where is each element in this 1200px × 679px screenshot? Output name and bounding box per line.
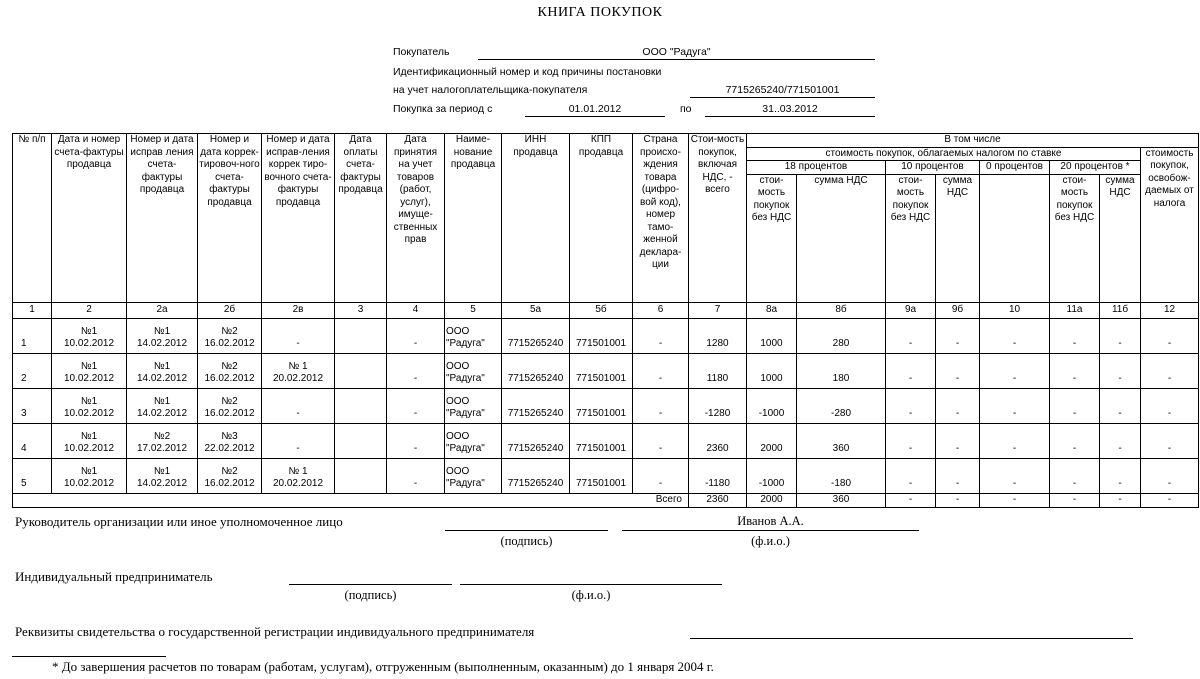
cell-c5b: 771501001 (570, 458, 633, 493)
column-number: 1 (13, 302, 52, 318)
cell-c2: №1 10.02.2012 (52, 423, 127, 458)
inn-value: 7715265240/771501001 (690, 83, 875, 98)
ip-sign-caption: (подпись) (344, 588, 397, 602)
cell-c8a: -1000 (747, 388, 797, 423)
column-number: 2 (52, 302, 127, 318)
cell-c9a: - (886, 388, 936, 423)
head-fio-caption: (ф.и.о.) (751, 534, 790, 548)
cell-c12: - (1141, 388, 1199, 423)
registration-line (690, 638, 1133, 639)
col-header-5b: КПП продавца (570, 134, 633, 303)
head-name: Иванов А.А. (737, 514, 804, 528)
cell-c2v: № 1 20.02.2012 (262, 458, 335, 493)
cell-c12: - (1141, 458, 1199, 493)
cell-c12: - (1141, 353, 1199, 388)
cell-c5b: 771501001 (570, 353, 633, 388)
table-row (13, 388, 1199, 423)
cell-c11b: - (1100, 458, 1141, 493)
cell-c6: - (633, 353, 689, 388)
cell-c2b: №3 22.02.2012 (198, 423, 262, 458)
cell-c4: - (387, 318, 445, 353)
column-number: 5а (502, 302, 570, 318)
total-c11a: - (1050, 493, 1100, 507)
cell-c7: 2360 (689, 423, 747, 458)
cell-c8a: -1000 (747, 458, 797, 493)
cell-c10: - (980, 458, 1050, 493)
column-number: 5 (445, 302, 502, 318)
total-c9b: - (936, 493, 980, 507)
col-header-11b: сумма НДС (1100, 174, 1141, 302)
cell-c11a: - (1050, 458, 1100, 493)
column-number: 2в (262, 302, 335, 318)
period-from: 01.01.2012 (525, 102, 665, 117)
cell-c3 (335, 353, 387, 388)
cell-c10: - (980, 423, 1050, 458)
cell-c11a: - (1050, 318, 1100, 353)
cell-c8b: 180 (797, 353, 886, 388)
column-number: 9б (936, 302, 980, 318)
cell-c2b: №2 16.02.2012 (198, 458, 262, 493)
cell-c8b: -280 (797, 388, 886, 423)
ip-fio-caption: (ф.и.о.) (571, 588, 611, 602)
cell-c9b: - (936, 423, 980, 458)
cell-c3 (335, 388, 387, 423)
cell-c4: - (387, 423, 445, 458)
column-number: 2а (127, 302, 198, 318)
col-header-11a: стои-мость покупок без НДС (1050, 174, 1100, 302)
cell-c9b: - (936, 458, 980, 493)
cell-c6: - (633, 318, 689, 353)
cell-c9a: - (886, 318, 936, 353)
cell-c12: - (1141, 318, 1199, 353)
col-header-5: Наиме-нование продавца (445, 134, 502, 303)
registration-label: Реквизиты свидетельства о государственной регистрации индивидуального предпринимателя (15, 624, 535, 639)
cell-c2a: №1 14.02.2012 (127, 353, 198, 388)
col-header-2a: Номер и дата исправ ления счета-фактуры продавца (127, 134, 198, 303)
col-header-2b: Номер и дата коррек-тировоч-ного счета-фактуры продавца (198, 134, 262, 303)
head-sign-caption: (подпись) (500, 534, 553, 548)
cell-c7: -1280 (689, 388, 747, 423)
cell-c2a: №1 14.02.2012 (127, 318, 198, 353)
col-header-8a: стои-мость покупок без НДС (747, 174, 797, 302)
cell-c5b: 771501001 (570, 388, 633, 423)
cell-c11b: - (1100, 388, 1141, 423)
cell-c5: ООО "Радуга" (445, 353, 502, 388)
column-number: 8б (797, 302, 886, 318)
cell-c4: - (387, 388, 445, 423)
cell-c2: №1 10.02.2012 (52, 388, 127, 423)
cell-c5a: 7715265240 (502, 318, 570, 353)
header-row (13, 134, 1199, 148)
total-c9a: - (886, 493, 936, 507)
col-header-10: 10 процентов (886, 161, 980, 175)
cell-c2v: - (262, 423, 335, 458)
cell-c8a: 1000 (747, 353, 797, 388)
head-name-line (622, 530, 919, 531)
total-c12: - (1141, 493, 1199, 507)
table-body (13, 318, 1199, 493)
cell-c5b: 771501001 (570, 318, 633, 353)
column-number: 11б (1100, 302, 1141, 318)
column-number: 4 (387, 302, 445, 318)
cell-c5: ООО "Радуга" (445, 388, 502, 423)
ip-name-line (460, 584, 722, 585)
footnote-separator (12, 656, 166, 657)
buyer-value: ООО "Радуга" (478, 45, 875, 60)
cell-c11a: - (1050, 423, 1100, 458)
cell-c2b: №2 16.02.2012 (198, 388, 262, 423)
cell-n: 4 (13, 423, 52, 458)
total-c7: 2360 (689, 493, 747, 507)
cell-c2: №1 10.02.2012 (52, 458, 127, 493)
cell-c10: - (980, 388, 1050, 423)
col-header-10-empty (980, 174, 1050, 302)
cell-c2v: - (262, 318, 335, 353)
cell-c7: -1180 (689, 458, 747, 493)
col-header-8b: сумма НДС (797, 174, 886, 302)
cell-c9a: - (886, 353, 936, 388)
period-label: Покупка за период с (393, 103, 493, 115)
table-row (13, 458, 1199, 493)
cell-c8b: 360 (797, 423, 886, 458)
head-signature-line (445, 530, 608, 531)
cell-c2a: №1 14.02.2012 (127, 388, 198, 423)
cell-c3 (335, 458, 387, 493)
column-number: 5б (570, 302, 633, 318)
col-header-2v: Номер и дата исправ-ления коррек тиро-вочного счета-фактуры продавца (262, 134, 335, 303)
cell-c2b: №2 16.02.2012 (198, 318, 262, 353)
ip-signature-line (289, 584, 452, 585)
ip-signature-label: Индивидуальный предприниматель (15, 569, 213, 584)
period-to: 31..03.2012 (705, 102, 875, 117)
cell-n: 5 (13, 458, 52, 493)
col-header-6: Страна происхо-ждения товара (цифро-вой код), номер тамо-женной деклара-ции (633, 134, 689, 303)
column-number: 10 (980, 302, 1050, 318)
cell-c5: ООО "Радуга" (445, 318, 502, 353)
cell-n: 2 (13, 353, 52, 388)
cell-c11b: - (1100, 423, 1141, 458)
cell-c8b: 280 (797, 318, 886, 353)
column-number: 2б (198, 302, 262, 318)
cell-c11b: - (1100, 353, 1141, 388)
cell-n: 1 (13, 318, 52, 353)
col-header-9a: стои-мость покупок без НДС (886, 174, 936, 302)
cell-c11b: - (1100, 318, 1141, 353)
cell-c8a: 1000 (747, 318, 797, 353)
cell-c7: 1280 (689, 318, 747, 353)
cell-c5a: 7715265240 (502, 353, 570, 388)
cell-c6: - (633, 423, 689, 458)
cell-c6: - (633, 388, 689, 423)
column-number: 9а (886, 302, 936, 318)
total-c8b: 360 (797, 493, 886, 507)
cell-c7: 1180 (689, 353, 747, 388)
column-number: 3 (335, 302, 387, 318)
column-number: 6 (633, 302, 689, 318)
table-row (13, 423, 1199, 458)
total-c11b: - (1100, 493, 1141, 507)
col-header-1: № п/п (13, 134, 52, 303)
col-header-4: Дата принятия на учет товаров (работ, услуг), имуще-ственных прав (387, 134, 445, 303)
cell-c5a: 7715265240 (502, 423, 570, 458)
cell-c3 (335, 423, 387, 458)
cell-c5b: 771501001 (570, 423, 633, 458)
inn-label-line1: Идентификационный номер и код причины постановки (393, 66, 662, 78)
col-header-20: 20 процентов * (1050, 161, 1141, 175)
total-label: Всего (13, 493, 689, 507)
col-header-2: Дата и номер счета-фактуры продавца (52, 134, 127, 303)
col-header-5a: ИНН продавца (502, 134, 570, 303)
cell-c9b: - (936, 318, 980, 353)
column-number-row (13, 302, 1199, 318)
col-header-12: стоимость покупок, освобож-даемых от налога (1141, 147, 1199, 302)
cell-c4: - (387, 458, 445, 493)
buyer-label: Покупатель (393, 46, 450, 58)
inn-label-line2: на учет налогоплательщика-покупателя (393, 84, 588, 96)
table-row (13, 353, 1199, 388)
column-number: 12 (1141, 302, 1199, 318)
column-number: 8а (747, 302, 797, 318)
cell-c9b: - (936, 353, 980, 388)
cell-c2: №1 10.02.2012 (52, 353, 127, 388)
cell-c2a: №1 14.02.2012 (127, 458, 198, 493)
cell-c2v: - (262, 388, 335, 423)
total-c10: - (980, 493, 1050, 507)
cell-c10: - (980, 353, 1050, 388)
col-header-taxed: стоимость покупок, облагаемых налогом по ставке (747, 147, 1141, 161)
head-signature-label: Руководитель организации или иное уполномоченное лицо (15, 514, 343, 529)
total-c8a: 2000 (747, 493, 797, 507)
cell-c2a: №2 17.02.2012 (127, 423, 198, 458)
purchase-book-table (12, 133, 1199, 508)
cell-c6: - (633, 458, 689, 493)
cell-c4: - (387, 353, 445, 388)
col-header-18: 18 процентов (747, 161, 886, 175)
cell-c8a: 2000 (747, 423, 797, 458)
cell-c2: №1 10.02.2012 (52, 318, 127, 353)
table-row (13, 318, 1199, 353)
column-number: 11а (1050, 302, 1100, 318)
cell-c9a: - (886, 458, 936, 493)
cell-c5: ООО "Радуга" (445, 423, 502, 458)
cell-c2v: № 1 20.02.2012 (262, 353, 335, 388)
cell-n: 3 (13, 388, 52, 423)
col-header-including: В том числе (747, 134, 1199, 148)
cell-c5a: 7715265240 (502, 458, 570, 493)
cell-c11a: - (1050, 388, 1100, 423)
col-header-9b: сумма НДС (936, 174, 980, 302)
page-title: КНИГА ПОКУПОК (537, 5, 663, 20)
period-to-label: по (680, 103, 692, 115)
cell-c9b: - (936, 388, 980, 423)
cell-c9a: - (886, 423, 936, 458)
cell-c12: - (1141, 423, 1199, 458)
cell-c8b: -180 (797, 458, 886, 493)
col-header-3: Дата оплаты счета-фактуры продавца (335, 134, 387, 303)
cell-c5a: 7715265240 (502, 388, 570, 423)
cell-c10: - (980, 318, 1050, 353)
cell-c2b: №2 16.02.2012 (198, 353, 262, 388)
cell-c3 (335, 318, 387, 353)
column-number: 7 (689, 302, 747, 318)
footnote: * До завершения расчетов по товарам (работам, услугам), отгруженным (выполненным, оказанным) до 1 января 2004 г. (52, 659, 714, 674)
cell-c11a: - (1050, 353, 1100, 388)
col-header-0: 0 процентов (980, 161, 1050, 175)
cell-c5: ООО "Радуга" (445, 458, 502, 493)
total-row (13, 493, 1199, 507)
col-header-7: Стои-мость покупок, включая НДС, - всего (689, 134, 747, 303)
